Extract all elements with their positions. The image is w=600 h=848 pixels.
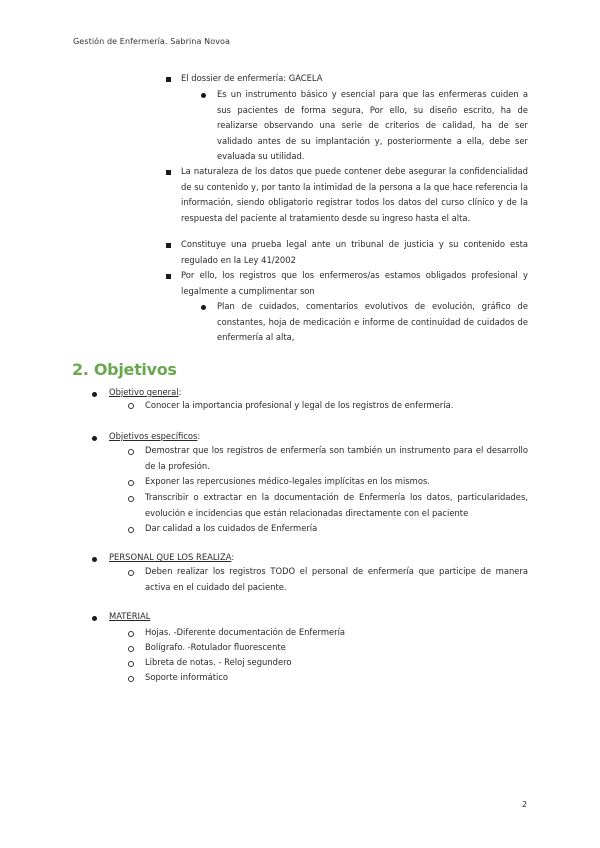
personal-item: Deben realizar los registros TODO el personal de enfermería que participe de manera activa en el cuidado del paciente. xyxy=(145,566,528,592)
objetivo-general-colon: : xyxy=(178,387,182,397)
circle-bullet-icon xyxy=(128,676,134,682)
dot-bullet-icon xyxy=(201,93,206,98)
intro-item-1: El dossier de enfermería: GACELA xyxy=(181,73,323,83)
square-bullet-icon xyxy=(166,274,171,279)
circle-bullet-icon xyxy=(128,527,134,533)
objetivos-especificos-colon: : xyxy=(197,431,201,441)
circle-bullet-icon xyxy=(128,403,134,409)
intro-item-2: La naturaleza de los datos que puede contener debe asegurar la confidencialidad de su contenido y, por tanto la intimidad de la persona a la que hace referencia la información, siendo obligatorio registrar todos los datos del curso clínico y de la respuesta del paciente al tratamiento desde su ingreso hasta el alta. xyxy=(181,166,528,223)
dot-bullet-icon xyxy=(92,616,97,621)
page-number: 2 xyxy=(522,800,528,809)
circle-bullet-icon xyxy=(128,570,134,576)
square-bullet-icon xyxy=(166,170,171,175)
intro-item-4-sub: Plan de cuidados, comentarios evolutivos de evolución, gráfico de constantes, hoja de medicación e informe de continuidad de cuidados de enfermería al alta, xyxy=(217,301,528,342)
intro-item-4: Por ello, los registros que los enfermeros/as estamos obligados profesional y legalmente a cumplimentar son xyxy=(181,270,528,296)
objetivos-especificos-item: Demostrar que los registros de enfermería son también un instrumento para el desarrollo de la profesión. xyxy=(145,445,528,471)
dot-bullet-icon xyxy=(201,305,206,310)
square-bullet-icon xyxy=(166,77,171,82)
circle-bullet-icon xyxy=(128,496,134,502)
objetivos-especificos-item: Dar calidad a los cuidados de Enfermería xyxy=(145,523,318,533)
circle-bullet-icon xyxy=(128,646,134,652)
material-item: Hojas. -Diferente documentación de Enfermería xyxy=(145,627,346,637)
objetivo-general-label: Objetivo general xyxy=(109,387,179,397)
circle-bullet-icon xyxy=(128,661,134,667)
square-bullet-icon xyxy=(166,243,171,248)
circle-bullet-icon xyxy=(128,449,134,455)
objetivos-especificos-label: Objetivos específicos xyxy=(109,431,198,441)
objetivo-general-item: Conocer la importancia profesional y legal de los registros de enfermería. xyxy=(145,400,454,410)
material-item: Bolígrafo. -Rotulador fluorescente xyxy=(145,642,286,652)
dot-bullet-icon xyxy=(92,392,97,397)
circle-bullet-icon xyxy=(128,480,134,486)
page-header: Gestión de Enfermería. Sabrina Novoa xyxy=(73,37,231,46)
intro-item-1-sub: Es un instrumento básico y esencial para que las enfermeras cuiden a sus pacientes de forma segura, Por ello, su diseño escrito, ha de realizarse observando una serie de criterios de calidad, ha de ser validado antes de su implantación y, posteriormente a ella, debe ser evaluada su utilidad. xyxy=(217,89,528,161)
material-item: Libreta de notas. - Reloj segundero xyxy=(145,657,292,667)
intro-item-3: Constituye una prueba legal ante un tribunal de justicia y su contenido esta regulado en la Ley 41/2002 xyxy=(181,239,528,265)
circle-bullet-icon xyxy=(128,631,134,637)
material-item: Soporte informático xyxy=(145,672,229,682)
material-label: MATERIAL xyxy=(109,611,151,621)
dot-bullet-icon xyxy=(92,557,97,562)
objetivos-especificos-item: Exponer las repercusiones médico-legales implícitas en los mismos. xyxy=(145,476,430,486)
dot-bullet-icon xyxy=(92,436,97,441)
personal-label: PERSONAL QUE LOS REALIZA xyxy=(109,552,232,562)
objetivos-especificos-item: Transcribir o extractar en la documentación de Enfermería los datos, particularidades, evolución e incidencias que están relacionadas directamente con el paciente xyxy=(145,492,528,518)
personal-colon: : xyxy=(231,552,235,562)
section-title: 2. Objetivos xyxy=(72,360,177,379)
